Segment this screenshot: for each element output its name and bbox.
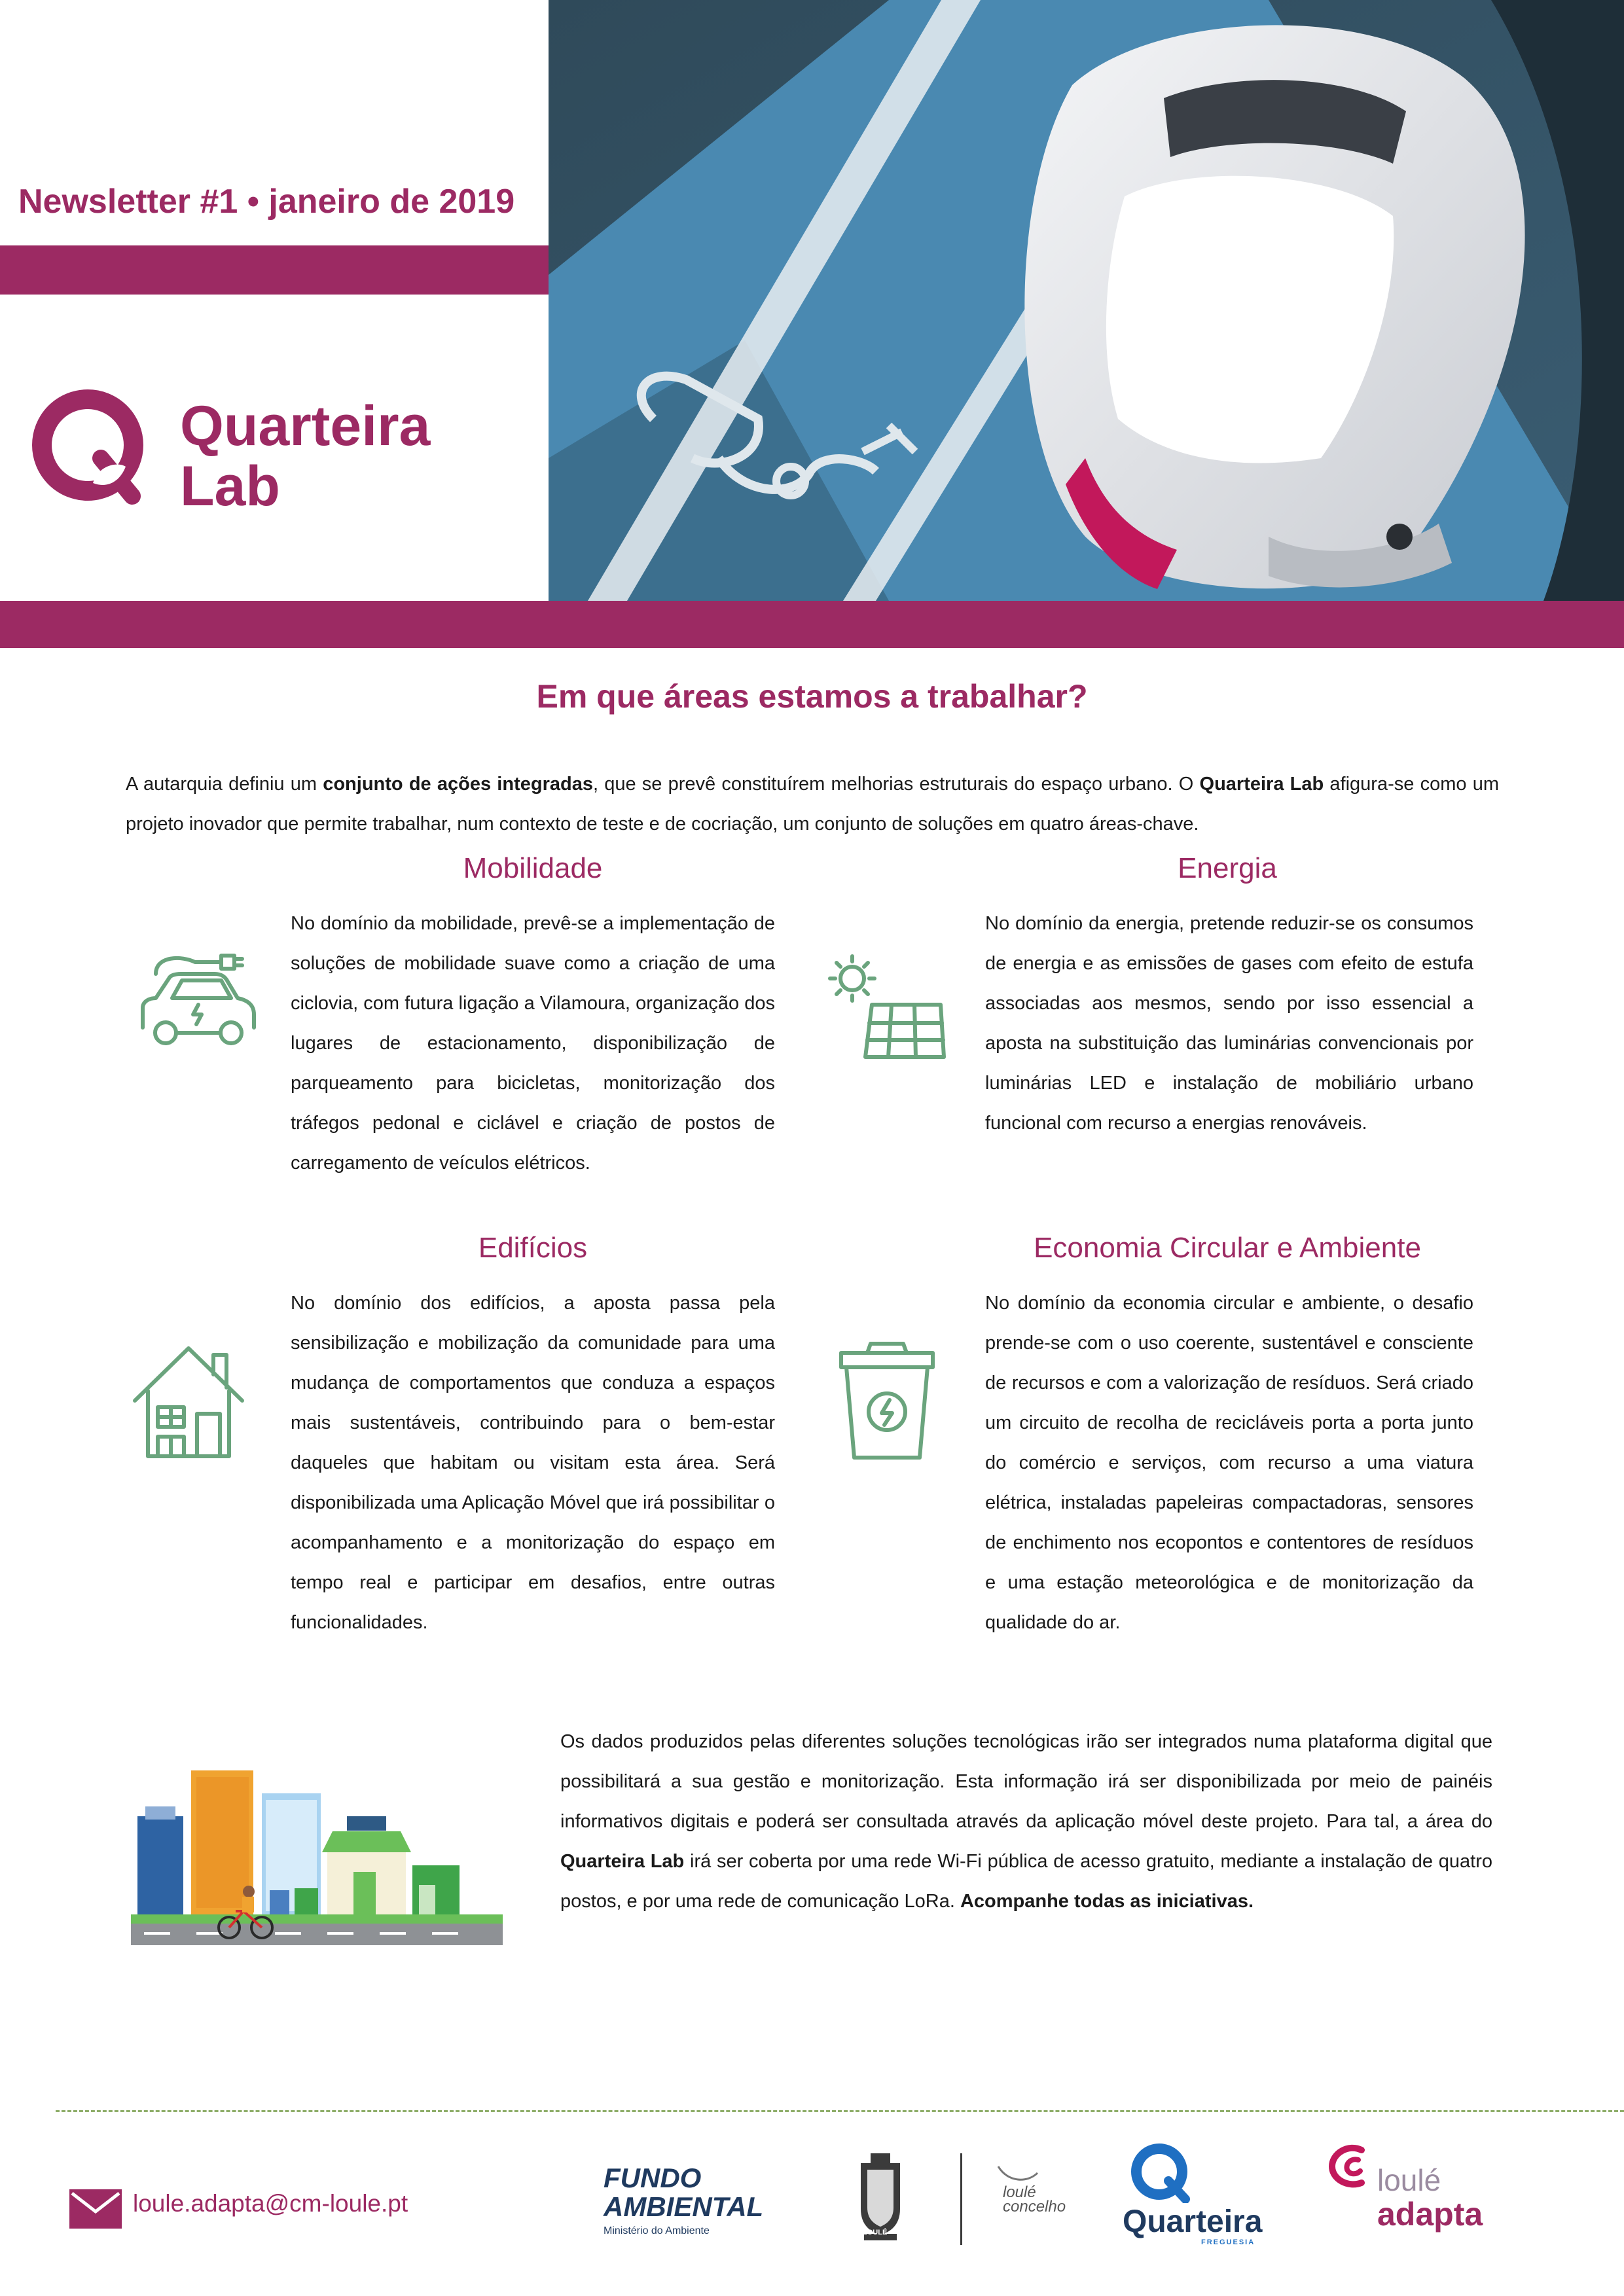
section-title-energia: Energia [1178,852,1277,884]
logo-separator [960,2153,962,2245]
loule-concelho-1: loulé [1003,2183,1036,2201]
section-title-mobilidade: Mobilidade [463,852,603,884]
electric-car-icon [130,949,261,1060]
loule-adapta-2: adapta [1377,2196,1483,2233]
section-title-economia: Economia Circular e Ambiente [1034,1232,1421,1264]
section-text-economia: No domínio da economia circular e ambiente, o desafio prende-se com o uso coerente, sustentável e consciente de recursos e com a valorização de resíduos. Será criado um circuito de recolha de recicláveis porta a porta junto do comércio e serviços, com recurso a uma viatura elétrica, instaladas papeleiras compactadoras, sensores de enchimento nos ecopontos e contentores de resíduos e uma estação meteorológica e de monitorização da qualidade do ar. [985,1293,1473,1633]
loule-concelho-logo [995,2160,1080,2238]
closing-paragraph [560,1722,1492,1922]
smart-bin-icon [835,1340,939,1464]
intro-paragraph [126,764,1499,844]
quarteira-lab-logo-text [180,396,430,516]
section-title-edificios: Edifícios [478,1232,588,1264]
newsletter-issue: Newsletter #1 • janeiro de 2019 [18,183,515,221]
header-band-top [0,245,556,295]
logo-line-2: Lab [180,455,280,518]
crest-label: LOULÉ [863,2229,888,2236]
intro-text-1: A autarquia definiu um [126,774,323,795]
fundo-ambiental-line2: AMBIENTAL [604,2191,764,2222]
house-icon [128,1342,249,1461]
section-text-energia: No domínio da energia, pretende reduzir-se os consumos de energia e as emissões de gases com efeito de estufa associadas aos mesmos, sendo por isso essencial a aposta na substituição das luminárias convencionais por luminárias LED e instalação de mobiliário urbano funcional com recurso a energias renováveis. [985,913,1473,1134]
swoosh-icon [995,2160,1041,2186]
section-text-mobilidade: No domínio da mobilidade, prevê-se a implementação de soluções de mobilidade suave como a criação de uma ciclovia, com futura ligação a Vilamoura, organização dos lugares de estacionamento, disponibilização de parqueamento para bicicletas, monitorização dos tráfegos pedonal e ciclável e criação de postos de carregamento de veículos elétricos. [291,913,775,1174]
quarteira-sub: FREGUESIA [1201,2238,1255,2246]
closing-text-2: irá ser coberta por uma rede Wi-Fi pública de acesso gratuito, mediante a instalação de quatro postos, e por uma rede de comunicação LoRa. [560,1851,1492,1912]
fundo-ambiental-logo [604,2164,793,2242]
smart-city-illustration [131,1754,503,1945]
closing-bold-2: Acompanhe todas as iniciativas. [960,1891,1254,1912]
intro-text-2: , que se prevê constituírem melhorias estruturais do espaço urbano. O [592,774,1200,795]
header-band-bottom [0,601,1624,648]
solar-panel-icon [826,952,950,1064]
fundo-ambiental-sub: Ministério do Ambiente [604,2225,710,2236]
fundo-ambiental-line1: FUNDO [604,2162,702,2193]
intro-bold-1: conjunto de ações integradas [323,774,593,795]
quarteira-text: Quarteira [1123,2204,1263,2239]
contact-email-link[interactable]: loule.adapta@cm-loule.pt [133,2190,408,2217]
quarteira-q-icon [1128,2140,1191,2203]
page-title: Em que áreas estamos a trabalhar? [536,678,1088,715]
section-text-edificios: No domínio dos edifícios, a aposta passa pela sensibilização e mobilização da comunidade para uma mudança de comportamentos que conduza a espaços mais sustentáveis, contribuindo para o bem-estar daqueles que habitam ou visitam esta área. Será disponibilizada uma Aplicação Móvel que irá possibilitar o acompanhamento e a monitorização do espaço em tempo real e participar em desafios, entre outras funcionalidades. [291,1293,775,1633]
intro-bold-2: Quarteira Lab [1199,774,1324,795]
closing-bold-1: Quarteira Lab [560,1851,685,1872]
quarteira-lab-q-logo-icon [27,385,152,509]
loule-crest-icon [851,2150,910,2242]
closing-text-1: Os dados produzidos pelas diferentes soluções tecnológicas irão ser integrados numa plataforma digital que possibilitará a sua gestão e monitorização. Esta informação irá ser disponibilizada por meio de painéis informativos digitais e poderá ser consultada através da aplicação móvel deste projeto. Para tal, a área do [560,1731,1492,1832]
logo-line-1: Quarteira [180,395,431,457]
hero-electric-car-photo [549,0,1624,601]
loule-concelho-2: concelho [1003,2198,1066,2215]
quarteira-freguesia-logo [1123,2140,1280,2251]
envelope-icon [69,2189,122,2229]
intro-text-3: afigura-se como um projeto inovador que permite trabalhar, num contexto de teste e de cocriação, um conjunto de soluções em quatro áreas-chave. [126,774,1499,834]
loule-adapta-logo [1322,2137,1492,2248]
loule-adapta-1: loulé [1377,2163,1441,2197]
footer-divider [56,2110,1624,2112]
